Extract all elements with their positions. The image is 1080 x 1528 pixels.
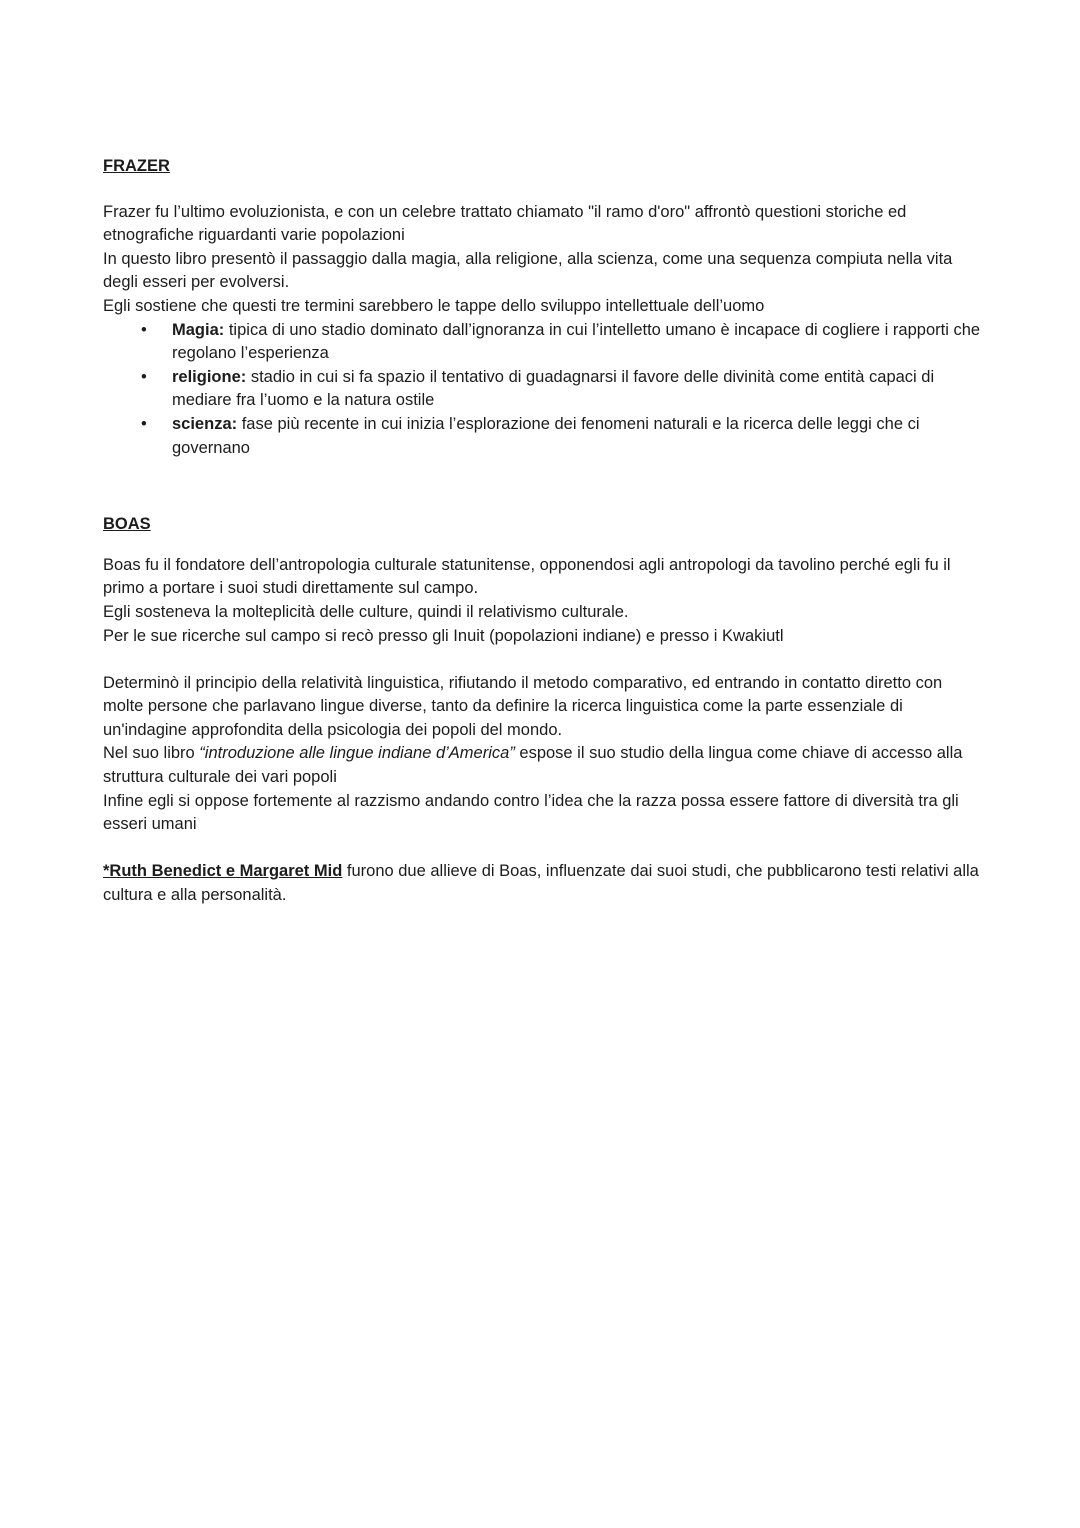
list-item-magia (103, 319, 981, 366)
term-label: religione: (172, 367, 247, 386)
blank-line (103, 648, 981, 672)
bullet-list (103, 319, 981, 461)
text-run: fase più recente in cui inizia l’esplorazione dei fenomeni naturali e la ricerca delle leggi che ci governano (172, 414, 920, 457)
section-heading-frazer: FRAZER (103, 157, 170, 175)
text-run: Per le sue ricerche sul campo si recò presso gli Inuit (popolazioni indiane) e presso i Kwakiutl (103, 626, 784, 645)
list-item-religione (103, 366, 981, 413)
text-run: In questo libro presentò il passaggio dalla magia, alla religione, alla scienza, come una sequenza compiuta nella vita degli esseri per evolversi. (103, 249, 953, 292)
term-label: scienza: (172, 414, 238, 433)
section-boas (103, 513, 981, 908)
term-label: Magia: (172, 320, 225, 339)
text-run: Egli sosteneva la molteplicità delle culture, quindi il relativismo culturale. (103, 602, 629, 621)
text-run: Infine egli si oppose fortemente al razzismo andando contro l’idea che la razza possa essere fattore di diversità tra gli esseri umani (103, 791, 959, 834)
text-run: espose il suo studio della lingua come chiave di accesso alla struttura culturale dei vari popoli (103, 744, 963, 787)
text-run: Boas fu il fondatore dell’antropologia culturale statunitense, opponendosi agli antropologi da tavolino perché egli fu il primo a portare i suoi studi direttamente sul campo. (103, 555, 951, 598)
blank-line (103, 837, 981, 861)
paragraph-boas-relativita (103, 672, 981, 743)
names-label: *Ruth Benedict e Margaret Mid (103, 862, 343, 881)
paragraph-frazer-libro (103, 248, 981, 295)
text-run: Nel suo libro (103, 744, 200, 763)
list-item-scienza (103, 413, 981, 460)
book-title: “introduzione alle lingue indiane d’America” (199, 744, 515, 763)
paragraph-boas-razzismo (103, 790, 981, 837)
paragraph-benedict-mead (103, 860, 981, 907)
text-run: tipica di uno stadio dominato dall’ignoranza in cui l’intelletto umano è incapace di cogliere i rapporti che regolano l’esperienza (172, 320, 981, 363)
text-run: Egli sostiene che questi tre termini sarebbero le tappe dello sviluppo intellettuale dell’uomo (103, 296, 765, 315)
text-run: Determinò il principio della relatività linguistica, rifiutando il metodo comparativo, ed entrando in contatto diretto con molte persone che parlavano lingue diverse, tanto da definire la ricerca linguistica come la parte essenziale di un'indagine approfondita della psicologia dei popoli del mondo. (103, 673, 943, 739)
text-run: furono due allieve di Boas, influenzate dai suoi studi, che pubblicarono testi relativi alla cultura e alla personalità. (103, 862, 979, 905)
paragraph-frazer-intro (103, 201, 981, 248)
text-run: Frazer fu l’ultimo evoluzionista, e con un celebre trattato chiamato "il ramo d'oro" affrontò questioni storiche ed etnografiche riguardanti varie popolazioni (103, 202, 907, 245)
paragraph-boas-ricerche (103, 625, 981, 649)
text-run: stadio in cui si fa spazio il tentativo di guadagnarsi il favore delle divinità come entità capaci di mediare fra l’uomo e la natura ostile (172, 367, 935, 410)
paragraph-boas-fondatore (103, 554, 981, 601)
section-frazer (103, 155, 981, 460)
section-heading-boas: BOAS (103, 515, 151, 534)
paragraph-boas-molteplicita (103, 601, 981, 625)
paragraph-frazer-termini (103, 295, 981, 319)
paragraph-boas-libro (103, 742, 981, 789)
